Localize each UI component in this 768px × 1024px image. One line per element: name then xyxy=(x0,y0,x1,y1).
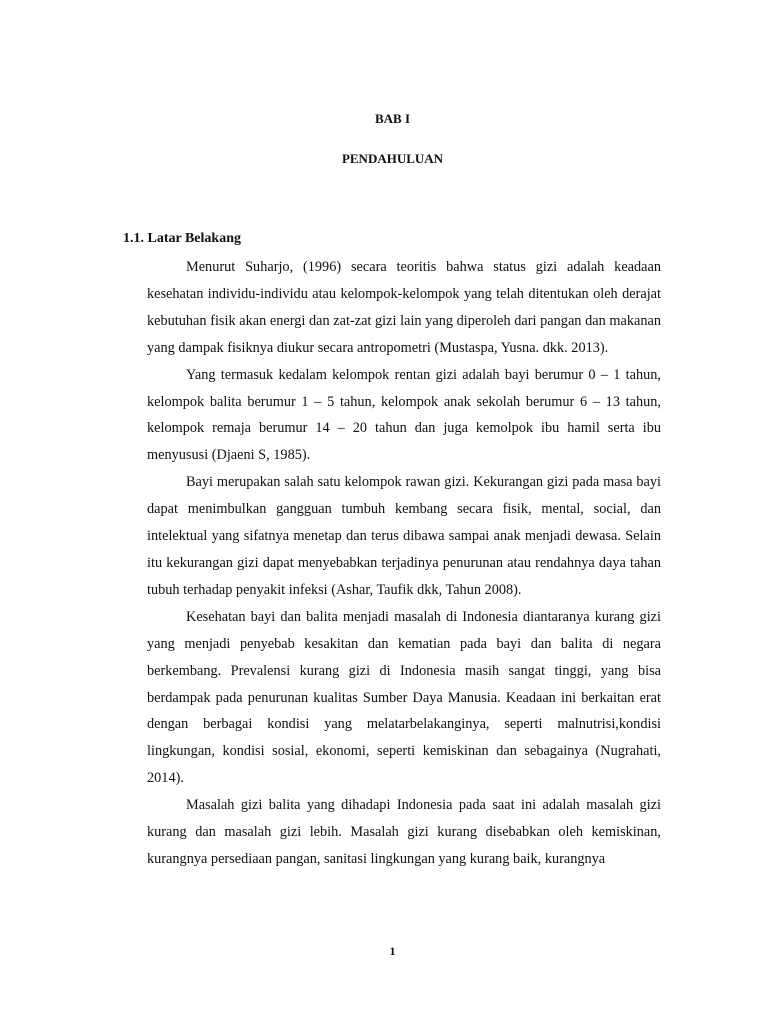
paragraph-3: Bayi merupakan salah satu kelompok rawan gizi. Kekurangan gizi pada masa bayi dapat menimbulkan gangguan tumbuh kembang secara fisik, mental, social, dan intelektual yang sifatnya menetap dan terus dibawa sampai anak menjadi dewasa. Selain itu kekurangan gizi dapat menyebabkan terjadinya penurunan atau rendahnya daya tahan tubuh terhadap penyakit infeksi (Ashar, Taufik dkk, Tahun 2008). xyxy=(147,474,661,598)
chapter-title: PENDAHULUAN xyxy=(341,151,444,166)
body-text xyxy=(147,254,661,873)
page-number: 1 xyxy=(389,944,396,958)
section-heading: 1.1. Latar Belakang xyxy=(123,231,241,246)
paragraph-5: Masalah gizi balita yang dihadapi Indonesia pada saat ini adalah masalah gizi kurang dan masalah gizi lebih. Masalah gizi kurang disebabkan oleh kemiskinan, kurangnya persediaan pangan, sanitasi lingkungan yang kurang baik, kurangnya xyxy=(147,797,661,867)
paragraph-1: Menurut Suharjo, (1996) secara teoritis bahwa status gizi adalah keadaan kesehatan individu-individu atau kelompok-kelompok yang telah ditentukan oleh derajat kebutuhan fisik akan energi dan zat-zat gizi lain yang diperoleh dari pangan dan makanan yang dampak fisiknya diukur secara antropometri (Mustaspa, Yusna. dkk. 2013). xyxy=(147,259,661,356)
paragraph-2: Yang termasuk kedalam kelompok rentan gizi adalah bayi berumur 0 – 1 tahun, kelompok balita berumur 1 – 5 tahun, kelompok anak sekolah berumur 6 – 13 tahun, kelompok remaja berumur 14 – 20 tahun dan juga kemolpok ibu hamil serta ibu menyususi (Djaeni S, 1985). xyxy=(147,366,661,464)
chapter-number: BAB I xyxy=(374,111,411,126)
paragraph-4: Kesehatan bayi dan balita menjadi masalah di Indonesia diantaranya kurang gizi yang menjadi penyebab kesakitan dan kematian pada bayi dan balita di negara berkembang. Prevalensi kurang gizi di Indonesia masih sangat tinggi, yang bisa berdampak pada penurunan kualitas Sumber Daya Manusia. Keadaan ini berkaitan erat dengan berbagai kondisi yang melatarbelakanginya, seperti malnutrisi,kondisi lingkungan, kondisi sosial, ekonomi, seperti kemiskinan dan sebagainya (Nugrahati, 2014). xyxy=(147,608,661,787)
